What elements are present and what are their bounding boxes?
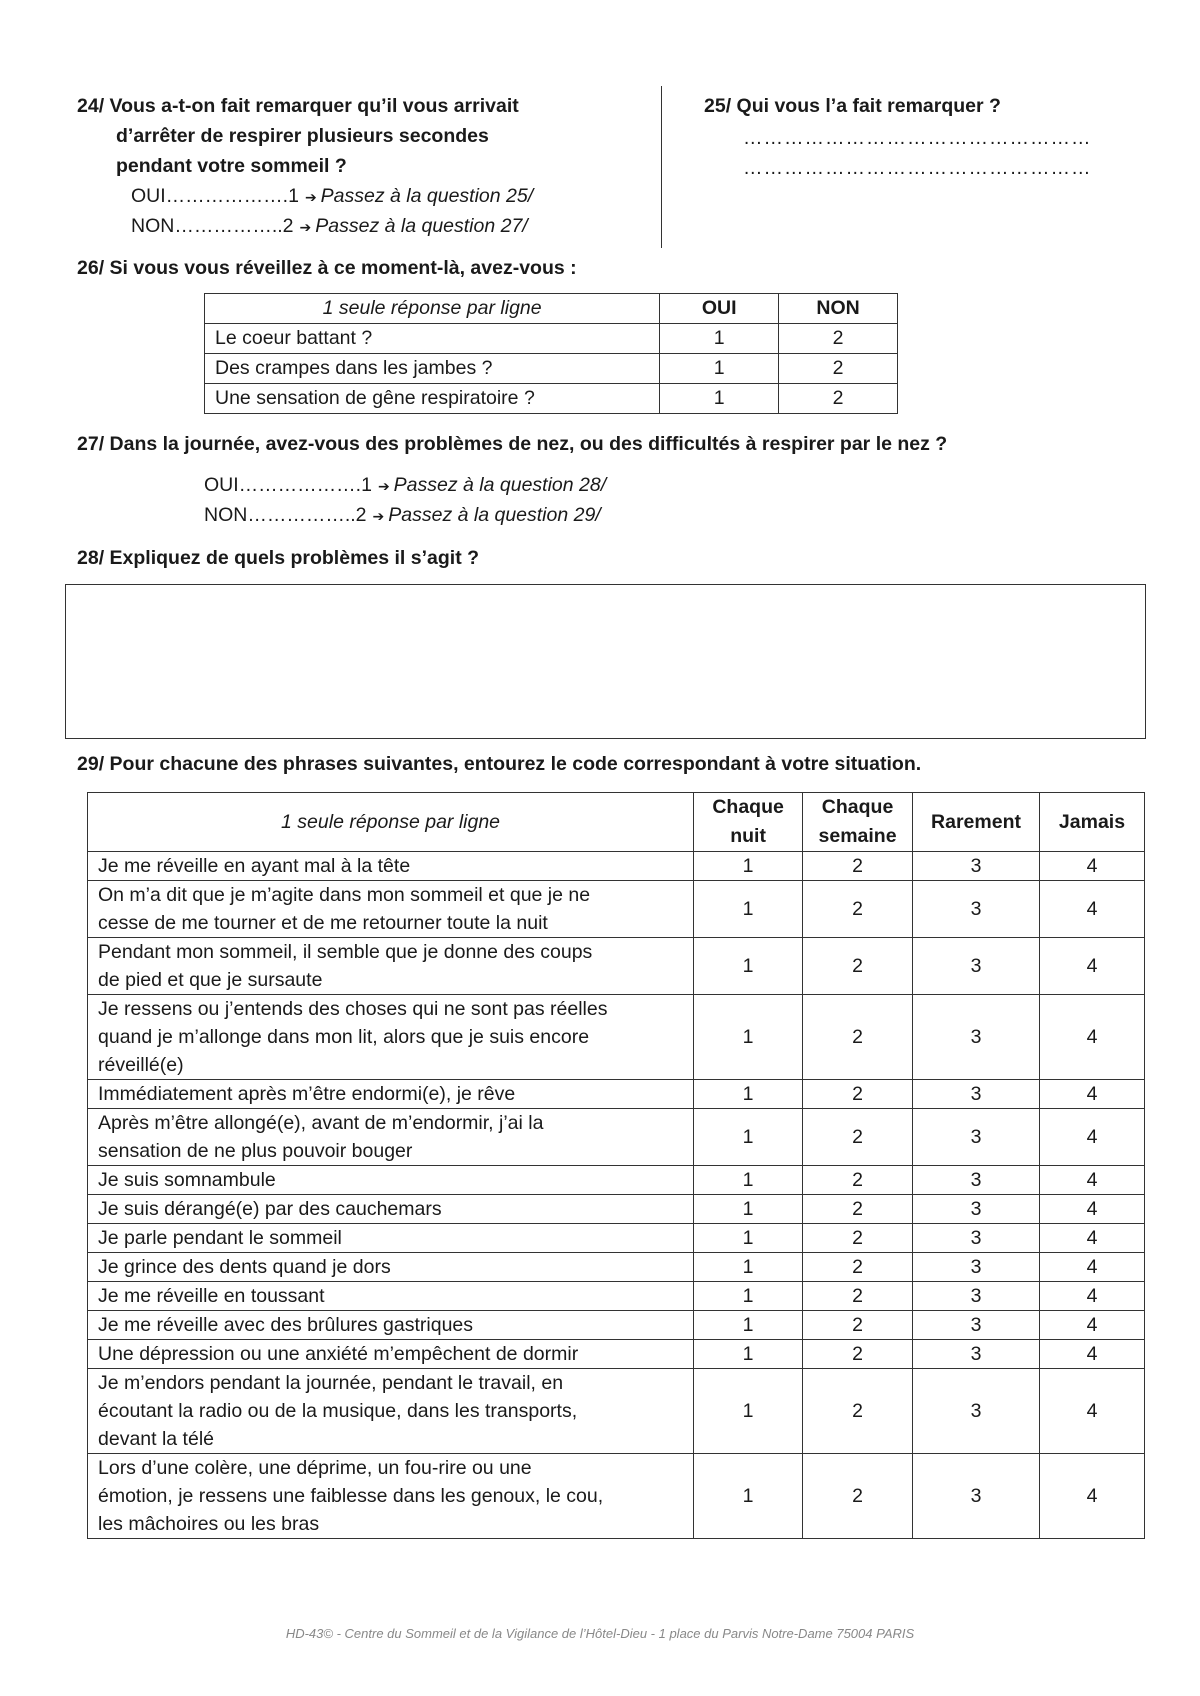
instruction-header: 1 seule réponse par ligne — [205, 294, 660, 324]
non-header: NON — [779, 294, 898, 324]
response-code[interactable]: 4 — [1039, 1311, 1144, 1340]
response-code[interactable]: 4 — [1039, 1195, 1144, 1224]
table-row — [88, 1311, 1145, 1340]
statement-line: Je ressens ou j’entends des choses qui ne sont pas réelles — [98, 998, 608, 1020]
q27-answer-oui[interactable] — [204, 470, 606, 501]
chaque-semaine-header — [803, 793, 913, 852]
table-row — [88, 1080, 1145, 1109]
table-row — [88, 852, 1145, 881]
table-row — [88, 1282, 1145, 1311]
response-code[interactable]: 1 — [694, 1224, 803, 1253]
header-line: Chaque — [712, 796, 784, 818]
code-oui[interactable]: 1 — [660, 324, 779, 354]
response-code[interactable]: 3 — [913, 1454, 1040, 1539]
q28-title: 28/ Expliquez de quels problèmes il s’agit ? — [77, 547, 480, 569]
response-code[interactable]: 1 — [694, 1080, 803, 1109]
response-code[interactable]: 2 — [803, 1224, 913, 1253]
statement-line: Je m’endors pendant la journée, pendant le travail, en — [98, 1372, 564, 1394]
statement-line: sensation de ne plus pouvoir bouger — [98, 1140, 413, 1162]
answer-label: NON……………..2 — [204, 504, 367, 526]
table-row — [88, 1166, 1145, 1195]
code-non[interactable]: 2 — [779, 354, 898, 384]
response-code[interactable]: 3 — [913, 1282, 1040, 1311]
table-row — [88, 1109, 1145, 1166]
jamais-header: Jamais — [1039, 793, 1144, 852]
response-code[interactable]: 1 — [694, 1369, 803, 1454]
statement-line: Je suis somnambule — [98, 1169, 276, 1191]
table-row — [88, 881, 1145, 938]
arrow-right-icon: ➔ — [304, 189, 317, 205]
q26-table — [204, 293, 898, 414]
response-code[interactable]: 1 — [694, 852, 803, 881]
statement-line: de pied et que je sursaute — [98, 969, 323, 991]
q25-answer-line-2[interactable]: …………………………………………… — [743, 157, 1092, 179]
q29-table — [87, 792, 1145, 1539]
statement-cell — [88, 1224, 694, 1253]
statement-line: Pendant mon sommeil, il semble que je donne des coups — [98, 941, 593, 963]
response-code[interactable]: 4 — [1039, 1340, 1144, 1369]
statement-cell — [88, 852, 694, 881]
arrow-right-icon: ➔ — [372, 508, 385, 524]
answer-label: OUI……………….1 — [131, 185, 299, 207]
response-code[interactable]: 4 — [1039, 1109, 1144, 1166]
response-code[interactable]: 1 — [694, 1311, 803, 1340]
response-code[interactable]: 3 — [913, 1166, 1040, 1195]
statement-line: quand je m’allonge dans mon lit, alors que je suis encore — [98, 1026, 590, 1048]
response-code[interactable]: 1 — [694, 881, 803, 938]
table-row — [88, 1195, 1145, 1224]
response-code[interactable]: 4 — [1039, 938, 1144, 995]
response-code[interactable]: 1 — [694, 1109, 803, 1166]
statement-line: Je me réveille avec des brûlures gastriques — [98, 1314, 474, 1336]
response-code[interactable]: 3 — [913, 1340, 1040, 1369]
statement-cell — [88, 1080, 694, 1109]
response-code[interactable]: 4 — [1039, 1253, 1144, 1282]
code-non[interactable]: 2 — [779, 324, 898, 354]
statement-line: Je me réveille en ayant mal à la tête — [98, 855, 411, 877]
statement-cell — [88, 1311, 694, 1340]
response-code[interactable]: 2 — [803, 1311, 913, 1340]
table-row — [88, 1224, 1145, 1253]
statement-cell — [88, 1369, 694, 1454]
response-code[interactable]: 2 — [803, 1340, 913, 1369]
statement-line: réveillé(e) — [98, 1054, 184, 1076]
column-divider — [661, 86, 662, 248]
table-row — [205, 354, 898, 384]
table-row — [205, 324, 898, 354]
response-code[interactable]: 2 — [803, 995, 913, 1080]
response-code[interactable]: 1 — [694, 938, 803, 995]
response-code[interactable]: 4 — [1039, 852, 1144, 881]
row-label: Le coeur battant ? — [205, 324, 660, 354]
response-code[interactable]: 2 — [803, 1080, 913, 1109]
response-code[interactable]: 2 — [803, 1253, 913, 1282]
arrow-right-icon: ➔ — [299, 219, 312, 235]
oui-header: OUI — [660, 294, 779, 324]
response-code[interactable]: 1 — [694, 1253, 803, 1282]
code-non[interactable]: 2 — [779, 384, 898, 414]
response-code[interactable]: 2 — [803, 1282, 913, 1311]
table-row — [88, 1340, 1145, 1369]
response-code[interactable]: 3 — [913, 1080, 1040, 1109]
statement-line: On m’a dit que je m’agite dans mon sommeil et que je ne — [98, 884, 591, 906]
statement-line: Immédiatement après m’être endormi(e), je rêve — [98, 1083, 516, 1105]
statement-cell — [88, 1253, 694, 1282]
response-code[interactable]: 2 — [803, 881, 913, 938]
statement-line: Lors d’une colère, une déprime, un fou-rire ou une — [98, 1457, 532, 1479]
code-oui[interactable]: 1 — [660, 354, 779, 384]
goto-instruction: Passez à la question 29/ — [388, 504, 601, 526]
response-code[interactable]: 3 — [913, 1224, 1040, 1253]
chaque-nuit-header — [694, 793, 803, 852]
code-oui[interactable]: 1 — [660, 384, 779, 414]
statement-line: Je parle pendant le sommeil — [98, 1227, 342, 1249]
response-code[interactable]: 4 — [1039, 1369, 1144, 1454]
statement-line: Je suis dérangé(e) par des cauchemars — [98, 1198, 442, 1220]
response-code[interactable]: 4 — [1039, 1166, 1144, 1195]
response-code[interactable]: 1 — [694, 1166, 803, 1195]
response-code[interactable]: 4 — [1039, 1282, 1144, 1311]
row-label: Des crampes dans les jambes ? — [205, 354, 660, 384]
page-footer: HD-43© - Centre du Sommeil et de la Vigilance de l’Hôtel-Dieu - 1 place du Parvis Notre-Dame 75004 PARIS — [285, 1626, 915, 1641]
statement-cell — [88, 881, 694, 938]
rarement-header: Rarement — [913, 793, 1040, 852]
goto-instruction: Passez à la question 27/ — [315, 215, 528, 237]
row-label: Une sensation de gêne respiratoire ? — [205, 384, 660, 414]
response-code[interactable]: 4 — [1039, 1454, 1144, 1539]
response-code[interactable]: 3 — [913, 1311, 1040, 1340]
q28-answer-box[interactable] — [65, 584, 1146, 739]
goto-instruction: Passez à la question 25/ — [320, 185, 534, 207]
statement-line: Je me réveille en toussant — [98, 1285, 325, 1307]
response-code[interactable]: 4 — [1039, 1224, 1144, 1253]
statement-cell — [88, 1109, 694, 1166]
statement-line: Je grince des dents quand je dors — [98, 1256, 391, 1278]
response-code[interactable]: 3 — [913, 1369, 1040, 1454]
header-line: semaine — [818, 825, 897, 847]
table-row — [88, 938, 1145, 995]
q24-title-line2: d’arrêter de respirer plusieurs secondes — [116, 125, 489, 147]
response-code[interactable]: 1 — [694, 1195, 803, 1224]
instruction-header: 1 seule réponse par ligne — [88, 793, 694, 852]
answer-label: OUI……………….1 — [204, 474, 372, 496]
q24-title-line1: 24/ Vous a-t-on fait remarquer qu’il vous arrivait — [77, 95, 519, 117]
response-code[interactable]: 1 — [694, 1282, 803, 1311]
statement-cell — [88, 1282, 694, 1311]
q24-answer-oui[interactable] — [131, 181, 533, 212]
statement-line: écoutant la radio ou de la musique, dans les transports, — [98, 1400, 578, 1422]
response-code[interactable]: 1 — [694, 995, 803, 1080]
statement-cell — [88, 1454, 694, 1539]
q29-title: 29/ Pour chacune des phrases suivantes, entourez le code correspondant à votre situation. — [77, 753, 922, 775]
response-code[interactable]: 2 — [803, 938, 913, 995]
q27-answer-non[interactable] — [204, 500, 601, 531]
statement-cell — [88, 1340, 694, 1369]
statement-line: cesse de me tourner et de me retourner toute la nuit — [98, 912, 548, 934]
response-code[interactable]: 2 — [803, 1195, 913, 1224]
statement-cell — [88, 938, 694, 995]
header-line: Chaque — [821, 796, 894, 818]
response-code[interactable]: 2 — [803, 1109, 913, 1166]
table-row — [88, 1253, 1145, 1282]
response-code[interactable]: 4 — [1039, 995, 1144, 1080]
response-code[interactable]: 3 — [913, 852, 1040, 881]
goto-instruction: Passez à la question 28/ — [393, 474, 607, 496]
answer-label: NON……………..2 — [131, 215, 294, 237]
q25-answer-line-1[interactable]: …………………………………………… — [743, 127, 1092, 149]
response-code[interactable]: 3 — [913, 881, 1040, 938]
response-code[interactable]: 2 — [803, 1166, 913, 1195]
statement-line: émotion, je ressens une faiblesse dans les genoux, le cou, — [98, 1485, 604, 1507]
response-code[interactable]: 2 — [803, 1454, 913, 1539]
statement-line: les mâchoires ou les bras — [98, 1513, 320, 1535]
statement-cell — [88, 1166, 694, 1195]
response-code[interactable]: 1 — [694, 1340, 803, 1369]
table-row — [88, 995, 1145, 1080]
statement-cell — [88, 1195, 694, 1224]
response-code[interactable]: 3 — [913, 995, 1040, 1080]
response-code[interactable]: 2 — [803, 852, 913, 881]
response-code[interactable]: 3 — [913, 1109, 1040, 1166]
statement-line: devant la télé — [98, 1428, 215, 1450]
q24-answer-non[interactable] — [131, 211, 528, 242]
header-line: nuit — [730, 825, 766, 847]
response-code[interactable]: 4 — [1039, 1080, 1144, 1109]
table-row — [88, 1369, 1145, 1454]
response-code[interactable]: 3 — [913, 938, 1040, 995]
response-code[interactable]: 4 — [1039, 881, 1144, 938]
response-code[interactable]: 3 — [913, 1253, 1040, 1282]
statement-cell — [88, 995, 694, 1080]
table-row — [205, 384, 898, 414]
table-row — [88, 1454, 1145, 1539]
arrow-right-icon: ➔ — [377, 478, 390, 494]
statement-line: Une dépression ou une anxiété m’empêchent de dormir — [98, 1343, 579, 1365]
table-header-row — [88, 793, 1145, 852]
response-code[interactable]: 1 — [694, 1454, 803, 1539]
table-header-row — [205, 294, 898, 324]
response-code[interactable]: 2 — [803, 1369, 913, 1454]
statement-line: Après m’être allongé(e), avant de m’endormir, j’ai la — [98, 1112, 544, 1134]
response-code[interactable]: 3 — [913, 1195, 1040, 1224]
q25-title: 25/ Qui vous l’a fait remarquer ? — [704, 95, 1001, 117]
q27-title: 27/ Dans la journée, avez-vous des problèmes de nez, ou des difficultés à respirer par le nez ? — [77, 433, 948, 455]
q26-title: 26/ Si vous vous réveillez à ce moment-là, avez-vous : — [77, 257, 577, 279]
q24-title-line3: pendant votre sommeil ? — [116, 155, 347, 177]
